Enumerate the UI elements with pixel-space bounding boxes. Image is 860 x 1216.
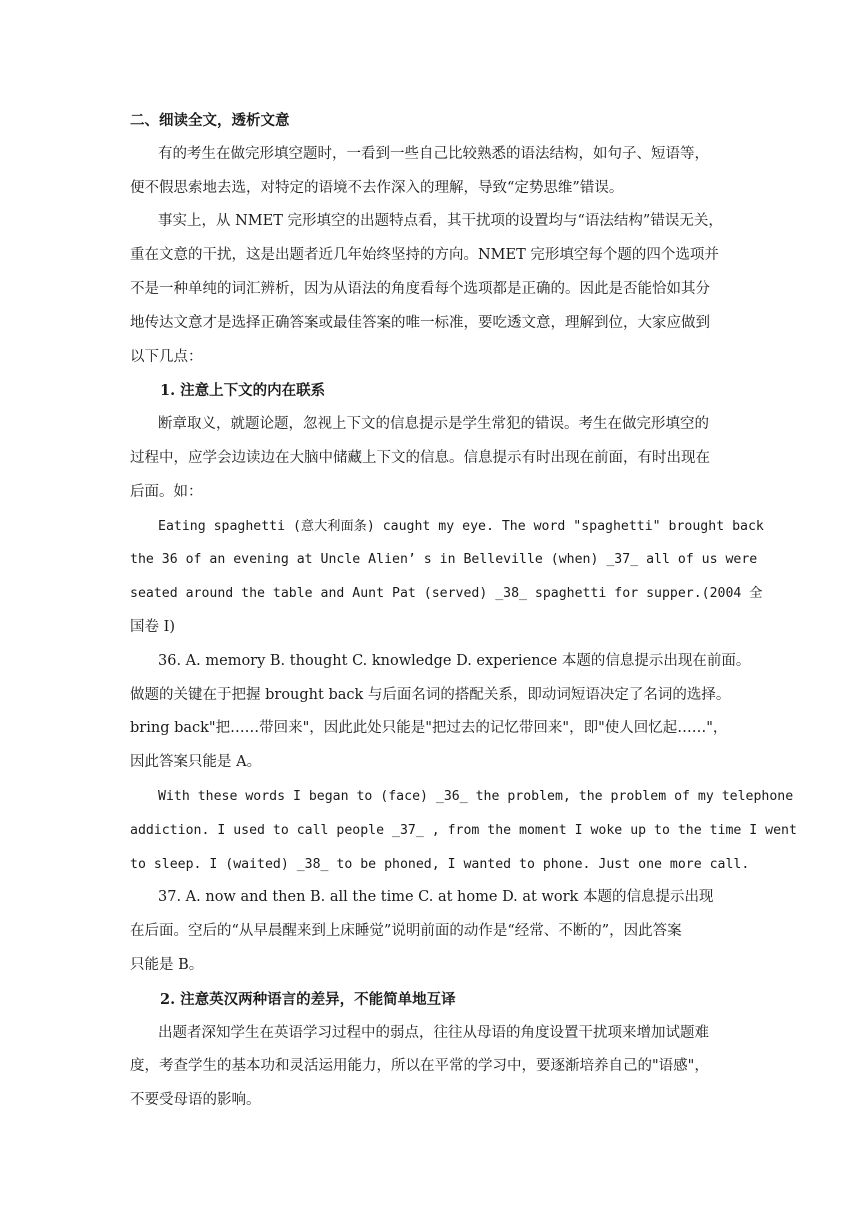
text-line: 37. A. now and then B. all the time C. at home D. at work 本题的信息提示出现 <box>158 889 714 906</box>
paragraph-1 <box>130 138 730 206</box>
paragraph-5 <box>130 881 730 982</box>
text-line: 国卷 I) <box>130 618 175 635</box>
text-line: 后面。如： <box>130 483 203 500</box>
paragraph-4 <box>130 645 751 780</box>
text-line: 事实上，从 NMET 完形填空的出题特点看，其干扰项的设置均与“语法结构”错误无关， <box>158 213 723 230</box>
text-line: bring back"把……带回来"，因此此处只能是"把过去的记忆带回来"，即"使人回忆起……"， <box>130 720 728 737</box>
text-line: 36. A. memory B. thought C. knowledge D. experience 本题的信息提示出现在前面。 <box>158 652 751 669</box>
text-line: to sleep. I (waited) _38_ to be phoned, I wanted to phone. Just one more call. <box>130 856 750 872</box>
text-line: 在后面。空后的“从早晨醒来到上床睡觉”说明前面的动作是“经常、不断的”，因此答案 <box>130 923 682 940</box>
text-line: With these words I began to (face) _36_ the problem, the problem of my telephone <box>158 788 794 804</box>
text-line: 过程中，应学会边读边在大脑中储藏上下文的信息。信息提示有时出现在前面，有时出现在 <box>130 449 710 466</box>
subheading-language-difference: 2. 注意英汉两种语言的差异，不能简单地互译 <box>160 990 456 1008</box>
paragraph-2 <box>130 205 730 374</box>
text-line: addiction. I used to call people _37_ , from the moment I woke up to the time I went <box>130 822 797 838</box>
text-line: Eating spaghetti (意大利面条) caught my eye. The word "spaghetti" brought back <box>158 518 764 534</box>
example-passage-1 <box>130 510 764 645</box>
text-line: 便不假思索地去选，对特定的语境不去作深入的理解，导致“定势思维”错误。 <box>130 179 624 196</box>
text-line: 地传达文意才是选择正确答案或最佳答案的唯一标准，要吃透文意，理解到位，大家应做到 <box>130 314 710 331</box>
text-line: 度，考查学生的基本功和灵活运用能力，所以在平常的学习中，要逐渐培养自己的"语感"， <box>130 1058 709 1075</box>
subheading-context: 1. 注意上下文的内在联系 <box>160 382 326 400</box>
text-line: the 36 of an evening at Uncle Alien’ s in Belleville (when) _37_ all of us were <box>130 552 758 568</box>
example-passage-2 <box>130 780 797 881</box>
paragraph-3 <box>130 408 730 509</box>
document-page <box>130 104 797 1118</box>
text-line: 只能是 B。 <box>130 956 204 973</box>
text-line: 做题的关键在于把握 brought back 与后面名词的搭配关系，即动词短语决定了名词的选择。 <box>130 686 731 703</box>
text-line: seated around the table and Aunt Pat (served) _38_ spaghetti for supper.(2004 全 <box>130 586 763 602</box>
text-line: 断章取义，就题论题，忽视上下文的信息提示是学生常犯的错误。考生在做完形填空的 <box>158 416 709 433</box>
text-line: 有的考生在做完形填空题时，一看到一些自己比较熟悉的语法结构，如句子、短语等， <box>158 145 709 162</box>
text-line: 因此答案只能是 A。 <box>130 754 262 771</box>
paragraph-6 <box>130 1017 730 1118</box>
text-line: 出题者深知学生在英语学习过程中的弱点，往往从母语的角度设置干扰项来增加试题难 <box>158 1024 709 1041</box>
text-line: 以下几点： <box>130 348 203 365</box>
section-title: 二、细读全文，透析文意 <box>130 112 290 129</box>
text-line: 重在文意的干扰，这是出题者近几年始终坚持的方向。NMET 完形填空每个题的四个选项并 <box>130 247 719 264</box>
text-line: 不是一种单纯的词汇辨析，因为从语法的角度看每个选项都是正确的。因此是否能恰如其分 <box>130 280 710 297</box>
text-line: 不要受母语的影响。 <box>130 1092 261 1109</box>
